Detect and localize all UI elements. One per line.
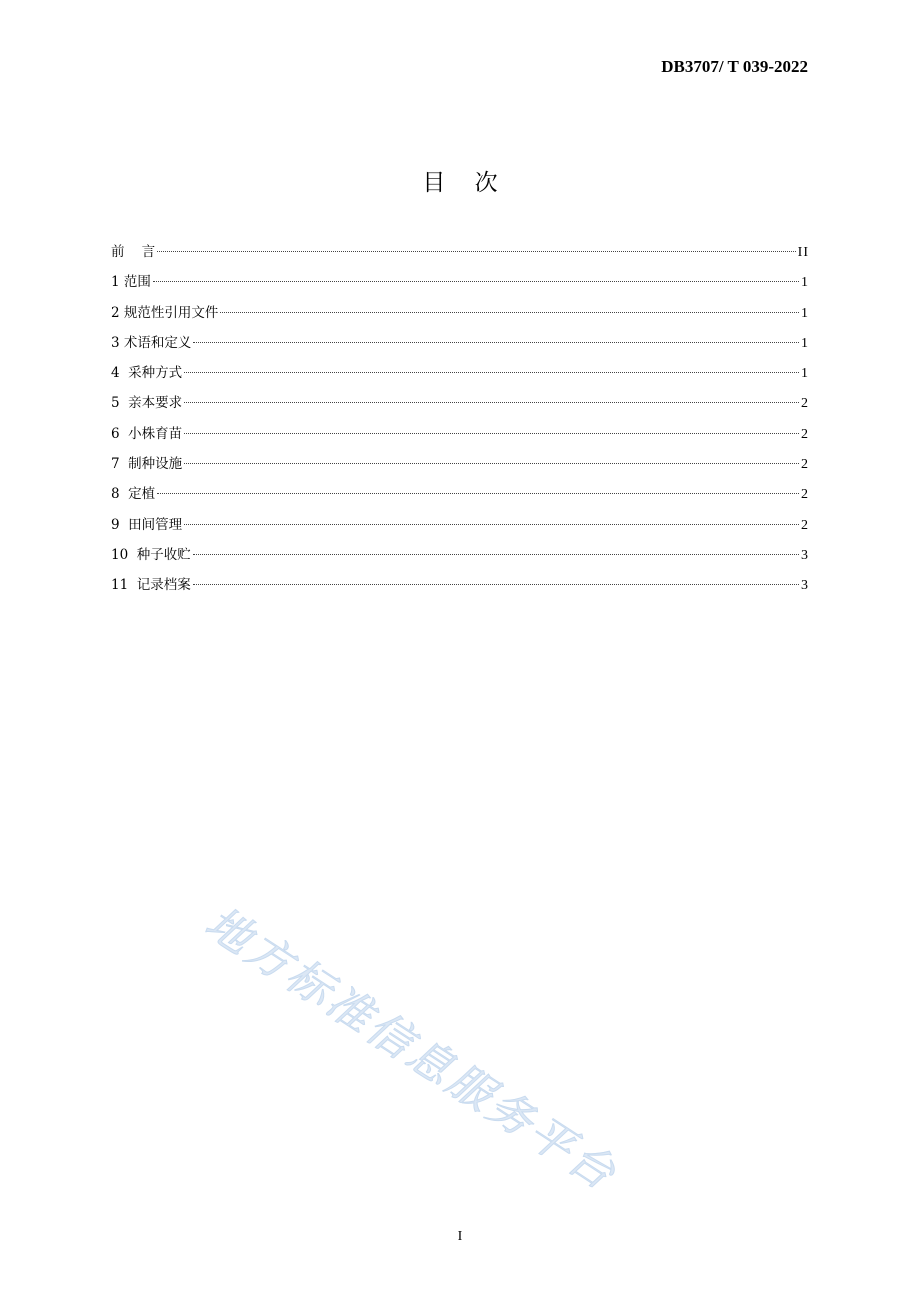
toc-dot-leader <box>184 372 799 373</box>
document-code: DB3707/ T 039-2022 <box>661 57 808 76</box>
toc-title: 目 次 <box>422 170 498 196</box>
toc-entry-page: 1 <box>801 305 809 321</box>
toc-entry[interactable] <box>111 510 809 540</box>
toc-entry-page: 2 <box>801 457 809 473</box>
toc-entry-label: 6 小株育苗 <box>111 425 183 442</box>
toc-entry[interactable] <box>111 237 809 267</box>
toc-entry[interactable] <box>111 449 809 479</box>
toc-entry[interactable] <box>111 388 809 418</box>
toc-entry[interactable] <box>111 328 809 358</box>
toc-entry-page: 1 <box>801 335 809 351</box>
toc-entry-label: 前 言 <box>111 244 156 260</box>
watermark: 地方标准信息服务平台 <box>196 897 627 1202</box>
toc-dot-leader <box>193 584 799 585</box>
toc-entry-page: 2 <box>801 426 809 442</box>
toc-dot-leader <box>193 342 799 343</box>
toc-entry[interactable] <box>111 540 809 570</box>
toc-entry-label: 1 范围 <box>111 274 151 291</box>
toc-entry-page: 2 <box>801 517 809 533</box>
toc-dot-leader <box>184 433 799 434</box>
toc-entry-label: 8 定植 <box>111 486 156 503</box>
toc-entry-label: 4 采种方式 <box>111 365 183 382</box>
toc-entry-page: 3 <box>801 578 809 594</box>
toc-dot-leader <box>184 402 799 403</box>
toc-dot-leader <box>157 493 799 494</box>
toc-entry-page: 1 <box>801 366 809 382</box>
toc-entry-page: 3 <box>801 547 809 563</box>
toc-entry-label: 5 亲本要求 <box>111 395 183 412</box>
toc-dot-leader <box>153 281 799 282</box>
toc-entry-page: 2 <box>801 487 809 503</box>
toc-entry[interactable] <box>111 267 809 297</box>
page-number: I <box>457 1229 463 1244</box>
toc-entry-label: 10 种子收贮 <box>111 546 191 563</box>
toc-entry-label: 11 记录档案 <box>111 577 191 594</box>
toc-entry-page: II <box>797 245 809 260</box>
toc-dot-leader <box>184 524 799 525</box>
toc-dot-leader <box>184 463 799 464</box>
toc-entry[interactable] <box>111 358 809 388</box>
toc-entry-label: 3 术语和定义 <box>111 334 192 351</box>
toc-dot-leader <box>157 251 796 252</box>
toc-entry[interactable] <box>111 570 809 600</box>
toc-list <box>111 237 809 601</box>
toc-entry[interactable] <box>111 479 809 509</box>
toc-dot-leader <box>193 554 799 555</box>
toc-entry-page: 1 <box>801 275 809 291</box>
toc-entry-label: 2 规范性引用文件 <box>111 304 219 321</box>
toc-entry-label: 9 田间管理 <box>111 516 183 533</box>
toc-entry[interactable] <box>111 298 809 328</box>
toc-entry-label: 7 制种设施 <box>111 456 183 473</box>
toc-dot-leader <box>220 312 799 313</box>
toc-entry-page: 2 <box>801 396 809 412</box>
toc-entry[interactable] <box>111 419 809 449</box>
